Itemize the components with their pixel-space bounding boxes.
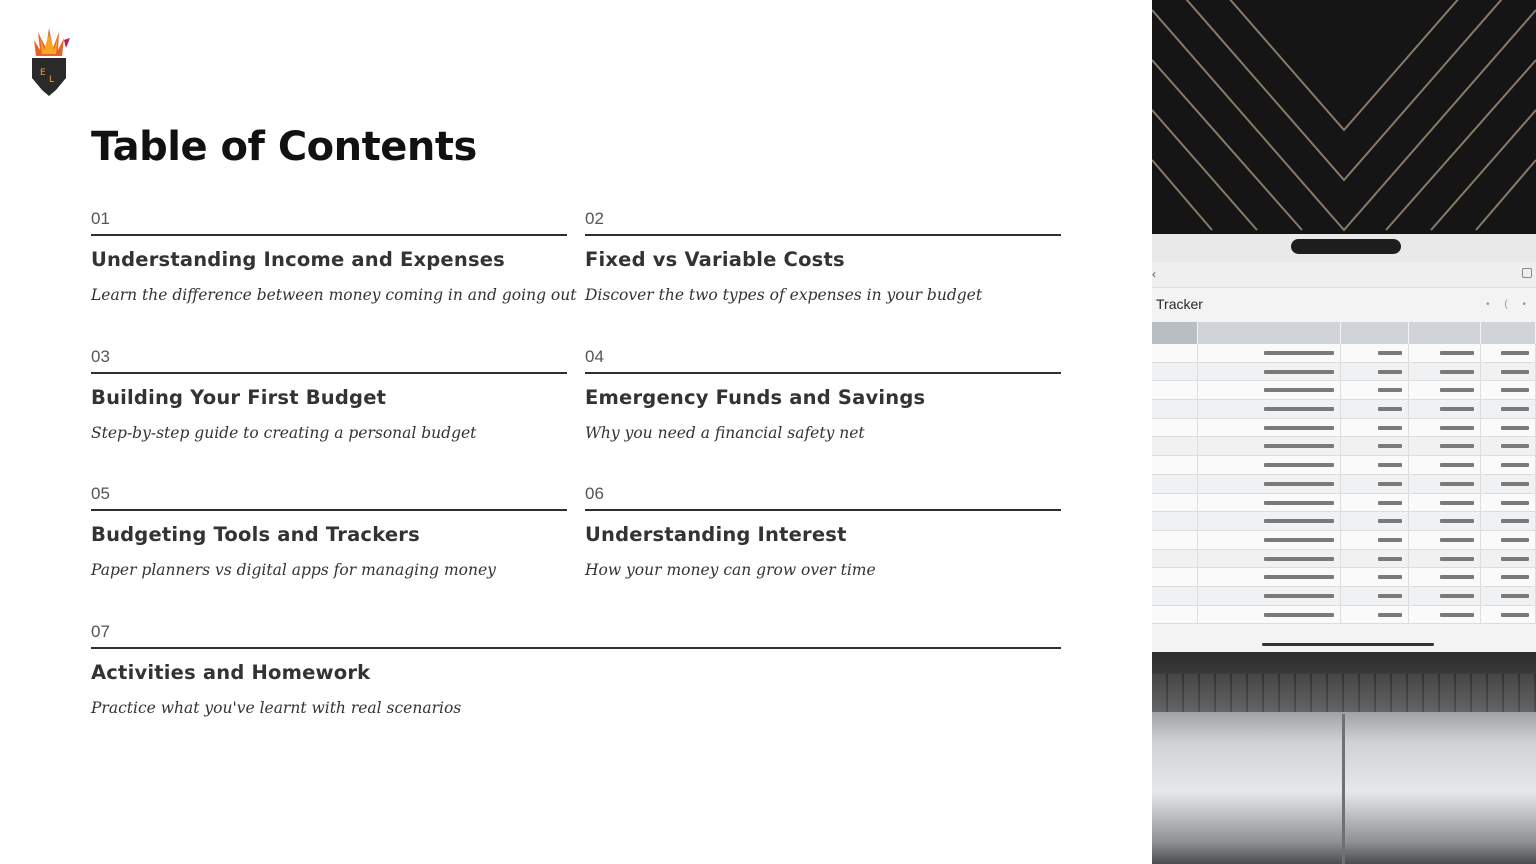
dark-panel-background xyxy=(1152,0,1536,236)
toc-item-07[interactable] xyxy=(91,621,1061,717)
toc-item-01[interactable] xyxy=(91,208,577,304)
divider xyxy=(585,509,1061,511)
sheet-row xyxy=(1152,475,1536,494)
toc-description: Learn the difference between money coming in and going out xyxy=(91,286,577,304)
keyboard-keys xyxy=(1152,674,1536,712)
sheet-row xyxy=(1152,419,1536,438)
palm-rest-divider xyxy=(1342,714,1345,864)
toc-item-02[interactable] xyxy=(585,208,1061,304)
tablet-screen xyxy=(1152,262,1536,652)
toc-description: Practice what you've learnt with real scenarios xyxy=(91,699,462,717)
toc-heading: Understanding Interest xyxy=(585,523,847,546)
sheet-row xyxy=(1152,381,1536,400)
toc-number: 06 xyxy=(585,484,604,503)
toc-number: 03 xyxy=(91,347,110,366)
tablet-photo xyxy=(1152,0,1536,864)
chevron-pattern xyxy=(1152,0,1536,236)
divider xyxy=(91,509,567,511)
sheet-row xyxy=(1152,550,1536,569)
share-icon xyxy=(1522,268,1532,278)
logo-letter-l: L xyxy=(49,75,55,85)
toc-number: 07 xyxy=(91,622,110,641)
keyboard-base xyxy=(1152,652,1536,864)
toc-description: Paper planners vs digital apps for managing money xyxy=(91,561,496,579)
sheet-row xyxy=(1152,363,1536,382)
logo-letter-e: E xyxy=(40,68,46,78)
toc-number: 05 xyxy=(91,484,110,503)
toc-heading: Budgeting Tools and Trackers xyxy=(91,523,420,546)
toc-number: 02 xyxy=(585,209,604,228)
toc-item-03[interactable] xyxy=(91,346,567,442)
toc-heading: Emergency Funds and Savings xyxy=(585,386,926,409)
sheet-row xyxy=(1152,531,1536,550)
sheet-row xyxy=(1152,512,1536,531)
divider xyxy=(585,372,1061,374)
sheet-row xyxy=(1152,344,1536,363)
toc-item-04[interactable] xyxy=(585,346,1061,442)
toc-description: Discover the two types of expenses in your budget xyxy=(585,286,983,304)
tracker-spreadsheet xyxy=(1152,322,1536,624)
sheet-row xyxy=(1152,606,1536,625)
toc-item-06[interactable] xyxy=(585,483,1061,579)
sheet-row xyxy=(1152,568,1536,587)
divider xyxy=(585,234,1061,236)
divider xyxy=(91,234,567,236)
more-icon: • ( • xyxy=(1486,299,1532,310)
sheet-row xyxy=(1152,456,1536,475)
tablet-bezel xyxy=(1152,234,1536,262)
home-indicator xyxy=(1262,643,1434,646)
divider xyxy=(91,372,567,374)
company-logo-icon xyxy=(26,26,72,98)
toc-item-05[interactable] xyxy=(91,483,567,579)
toc-description: Why you need a financial safety net xyxy=(585,424,865,442)
toc-heading: Understanding Income and Expenses xyxy=(91,248,505,271)
screen-toolbar xyxy=(1152,262,1536,288)
toc-number: 04 xyxy=(585,347,604,366)
back-icon: ‹ xyxy=(1152,267,1156,281)
screen-title: Tracker xyxy=(1156,296,1203,312)
toc-description: Step-by-step guide to creating a personal budget xyxy=(91,424,477,442)
page-title: Table of Contents xyxy=(91,124,477,170)
toc-heading: Activities and Homework xyxy=(91,661,371,684)
toc-heading: Building Your First Budget xyxy=(91,386,387,409)
tablet-camera-pill xyxy=(1291,239,1401,254)
sheet-row xyxy=(1152,494,1536,513)
sheet-header xyxy=(1152,322,1536,344)
sheet-row xyxy=(1152,587,1536,606)
toc-number: 01 xyxy=(91,209,110,228)
toc-heading: Fixed vs Variable Costs xyxy=(585,248,845,271)
divider xyxy=(91,647,1061,649)
toc-description: How your money can grow over time xyxy=(585,561,876,579)
sheet-row xyxy=(1152,400,1536,419)
sheet-row xyxy=(1152,437,1536,456)
